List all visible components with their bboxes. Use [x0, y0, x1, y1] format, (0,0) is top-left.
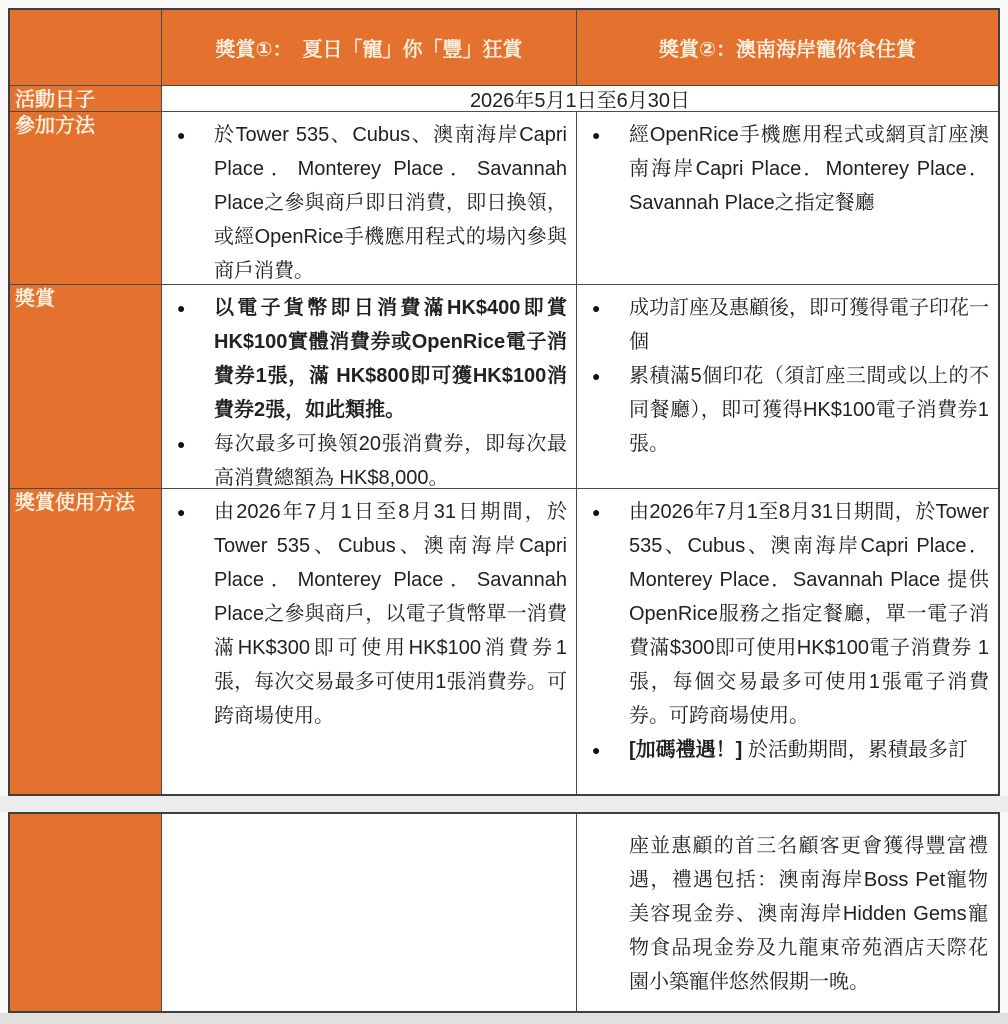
promo-terms-table-continuation	[8, 812, 1000, 1013]
rewards-reward2-text-1: 成功訂座及惠顧後，即可獲得電子印花一個	[629, 297, 989, 353]
row-label-usage: 獎賞使用方法	[10, 489, 162, 794]
bullet-icon: ●	[592, 742, 601, 758]
bullet-icon: ●	[592, 300, 601, 316]
usage-reward1-cell	[162, 489, 577, 794]
participation-reward1-text: 於Tower 535、Cubus、澳南海岸Capri Place．Monterey Place．Savannah Place之參與商戶即日消費，即日換領，或經OpenRice手機應用程式的場內參與商戶消費。	[214, 124, 567, 282]
rewards-reward1-cell	[162, 285, 577, 489]
row-label-dates: 活動日子	[10, 86, 162, 112]
promo-terms-table	[8, 8, 1000, 796]
continuation-reward2-text: 座並惠顧的首三名顧客更會獲得豐富禮遇，禮遇包括：澳南海岸Boss Pet寵物美容現金券、澳南海岸Hidden Gems寵物食品現金券及九龍東帝苑酒店天際花園小築寵伴悠然假期一晚。	[577, 814, 998, 1011]
bullet-icon: ●	[592, 127, 601, 143]
row-label-rewards: 獎賞	[10, 285, 162, 489]
rewards-reward2-cell	[577, 285, 998, 489]
bonus-offer-text: 於活動期間，累積最多訂	[742, 739, 968, 761]
usage-reward2-text-1: 由2026年7月1至8月31日期間，於Tower 535、Cubus、澳南海岸Capri Place．Monterey Place．Savannah Place 提供OpenRice服務之指定餐廳，單一電子消費滿$300即可使用HK$100電子消費券 1張，每個交易最多可使用1張電子消費券。可跨商場使用。	[629, 501, 989, 727]
rewards-reward2-text-2: 累積滿5個印花（須訂座三間或以上的不同餐廳），即可獲得HK$100電子消費券1張。	[629, 365, 989, 455]
bullet-icon: ●	[177, 436, 186, 452]
list-item	[162, 291, 576, 427]
usage-reward2-text-2	[629, 733, 998, 767]
list-item	[162, 427, 576, 489]
participation-reward2-cell	[577, 112, 998, 285]
list-item	[577, 359, 998, 461]
rewards-reward1-text-1: 以電子貨幣即日消費滿HK$400即賞HK$100實體消費券或OpenRice電子消費券1張，滿 HK$800即可獲HK$100消費券2張，如此類推。	[214, 297, 567, 421]
page-bottom-margin	[0, 1013, 1008, 1024]
list-item	[162, 495, 576, 733]
header-reward1-title: 獎賞①： 夏日「寵」你「豐」狂賞	[162, 10, 577, 86]
continuation-label-cell	[10, 814, 162, 1011]
header-reward2-title: 獎賞②：澳南海岸寵你食住賞	[577, 10, 998, 86]
participation-reward1-cell	[162, 112, 577, 285]
list-item	[577, 118, 998, 220]
page-break-gap	[0, 796, 1008, 812]
bullet-icon: ●	[177, 300, 186, 316]
header-corner-cell	[10, 10, 162, 86]
list-item	[577, 291, 998, 359]
bullet-icon: ●	[592, 368, 601, 384]
bonus-offer-tag: [加碼禮遇！]	[629, 739, 743, 761]
bullet-icon: ●	[592, 504, 601, 520]
participation-reward2-text: 經OpenRice手機應用程式或網頁訂座澳南海岸Capri Place．Monterey Place．Savannah Place之指定餐廳	[629, 124, 989, 214]
row-label-participation: 參加方法	[10, 112, 162, 285]
bullet-icon: ●	[177, 504, 186, 520]
promo-dates-value: 2026年5月1日至6月30日	[162, 86, 998, 112]
continuation-reward1-cell	[162, 814, 577, 1011]
rewards-reward1-text-2: 每次最多可換領20張消費券，即每次最高消費總額為 HK$8,000。	[214, 433, 567, 489]
list-item	[577, 733, 998, 767]
usage-reward2-cell	[577, 489, 998, 794]
list-item	[162, 118, 576, 285]
bullet-icon: ●	[177, 127, 186, 143]
list-item	[577, 495, 998, 733]
usage-reward1-text: 由2026年7月1日至8月31日期間，於Tower 535、Cubus、澳南海岸Capri Place．Monterey Place．Savannah Place之參與商戶，以電子貨幣單一消費滿HK$300即可使用HK$100消費券1張，每次交易最多可使用1張消費券。可跨商場使用。	[214, 501, 567, 727]
